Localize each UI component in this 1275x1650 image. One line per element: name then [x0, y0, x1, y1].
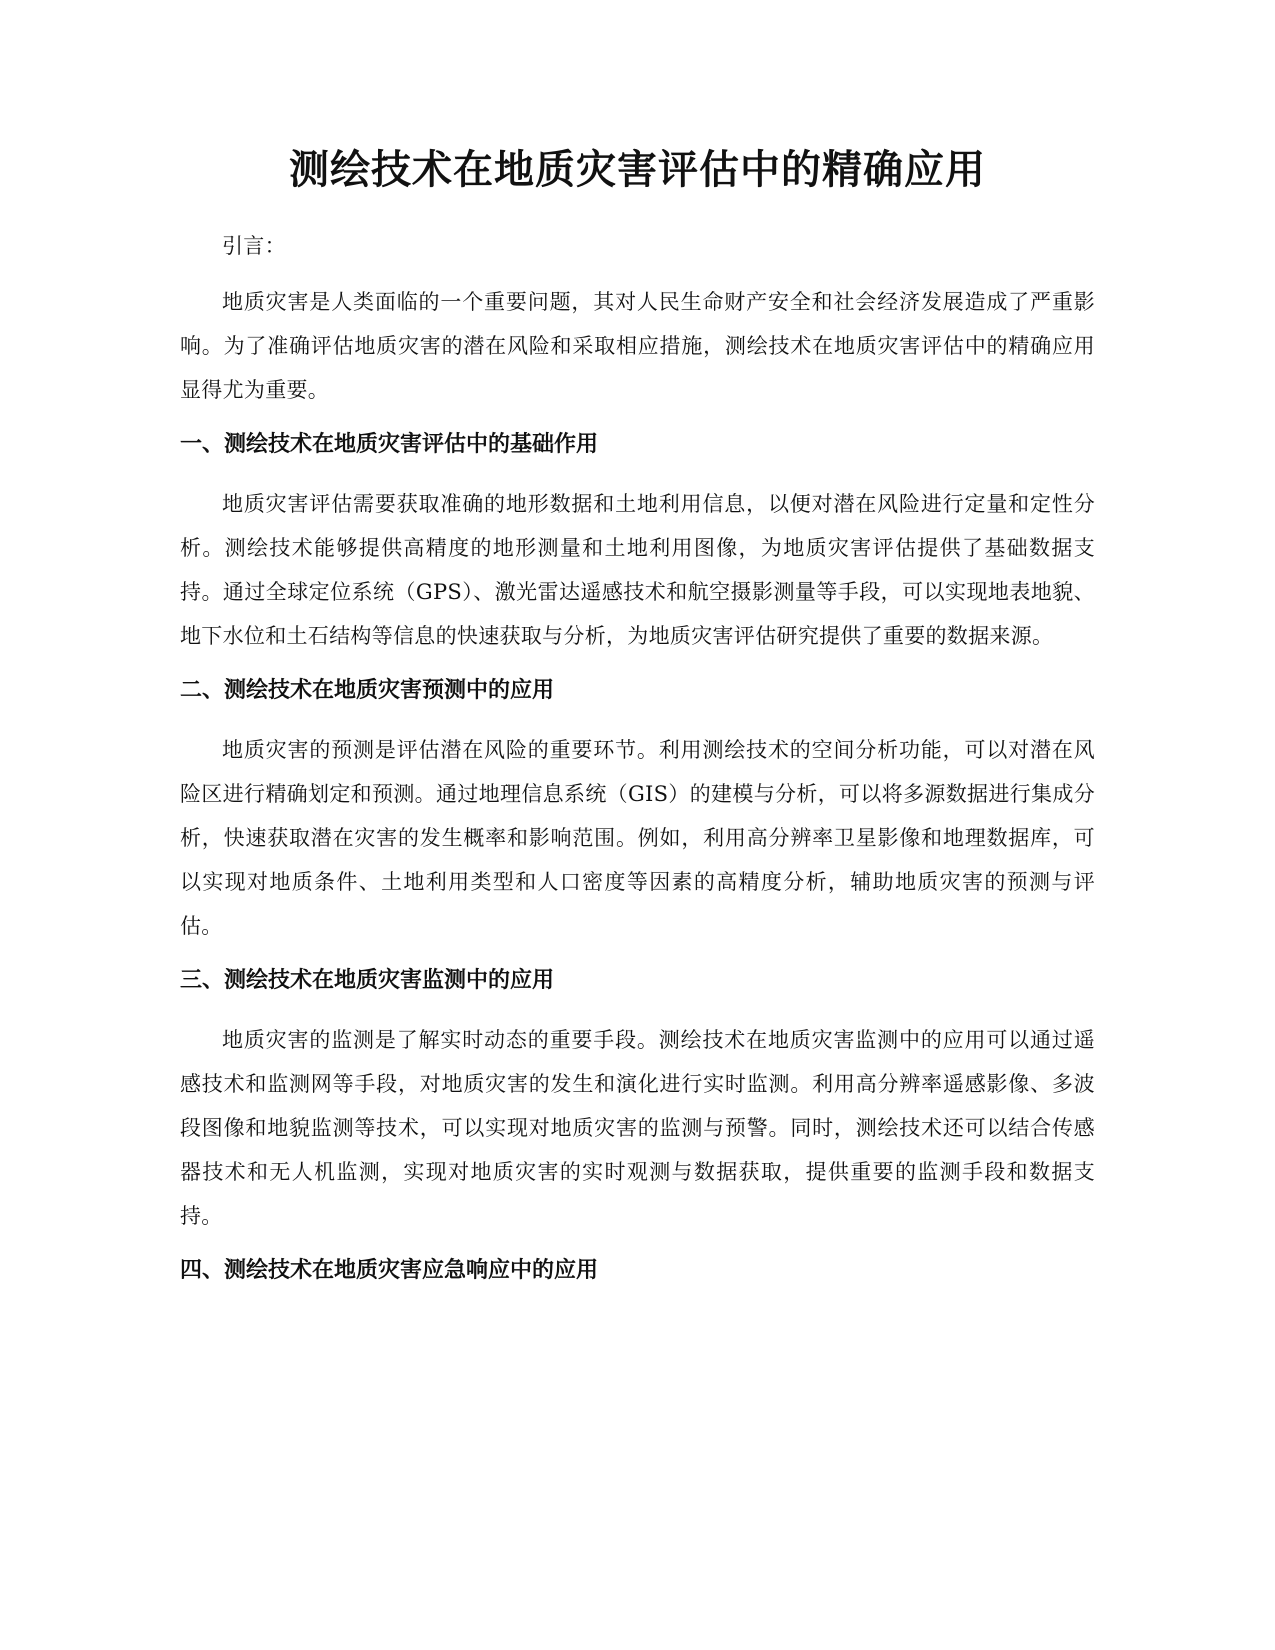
document-page — [180, 140, 1095, 1308]
section-2-paragraph: 地质灾害的预测是评估潜在风险的重要环节。利用测绘技术的空间分析功能，可以对潜在风险区进行精确划定和预测。通过地理信息系统（GIS）的建模与分析，可以将多源数据进行集成分析，快速获取潜在灾害的发生概率和影响范围。例如，利用高分辨率卫星影像和地理数据库，可以实现对地质条件、土地利用类型和人口密度等因素的高精度分析，辅助地质灾害的预测与评估。 — [180, 738, 1095, 938]
section-3-heading: 三、测绘技术在地质灾害监测中的应用 — [180, 968, 555, 993]
intro-paragraph: 地质灾害是人类面临的一个重要问题，其对人民生命财产安全和社会经济发展造成了严重影响。为了准确评估地质灾害的潜在风险和采取相应措施，测绘技术在地质灾害评估中的精确应用显得尤为重要。 — [180, 290, 1095, 402]
intro-label: 引言： — [222, 234, 286, 258]
document-title: 测绘技术在地质灾害评估中的精确应用 — [289, 147, 986, 193]
section-4-heading: 四、测绘技术在地质灾害应急响应中的应用 — [180, 1258, 599, 1283]
section-1-paragraph: 地质灾害评估需要获取准确的地形数据和土地利用信息，以便对潜在风险进行定量和定性分析。测绘技术能够提供高精度的地形测量和土地利用图像，为地质灾害评估提供了基础数据支持。通过全球定位系统（GPS）、激光雷达遥感技术和航空摄影测量等手段，可以实现地表地貌、地下水位和土石结构等信息的快速获取与分析，为地质灾害评估研究提供了重要的数据来源。 — [180, 492, 1095, 648]
section-1-heading: 一、测绘技术在地质灾害评估中的基础作用 — [180, 432, 599, 457]
section-3-paragraph: 地质灾害的监测是了解实时动态的重要手段。测绘技术在地质灾害监测中的应用可以通过遥感技术和监测网等手段，对地质灾害的发生和演化进行实时监测。利用高分辨率遥感影像、多波段图像和地貌监测等技术，可以实现对地质灾害的监测与预警。同时，测绘技术还可以结合传感器技术和无人机监测，实现对地质灾害的实时观测与数据获取，提供重要的监测手段和数据支持。 — [180, 1028, 1095, 1228]
section-2-heading: 二、测绘技术在地质灾害预测中的应用 — [180, 678, 555, 703]
